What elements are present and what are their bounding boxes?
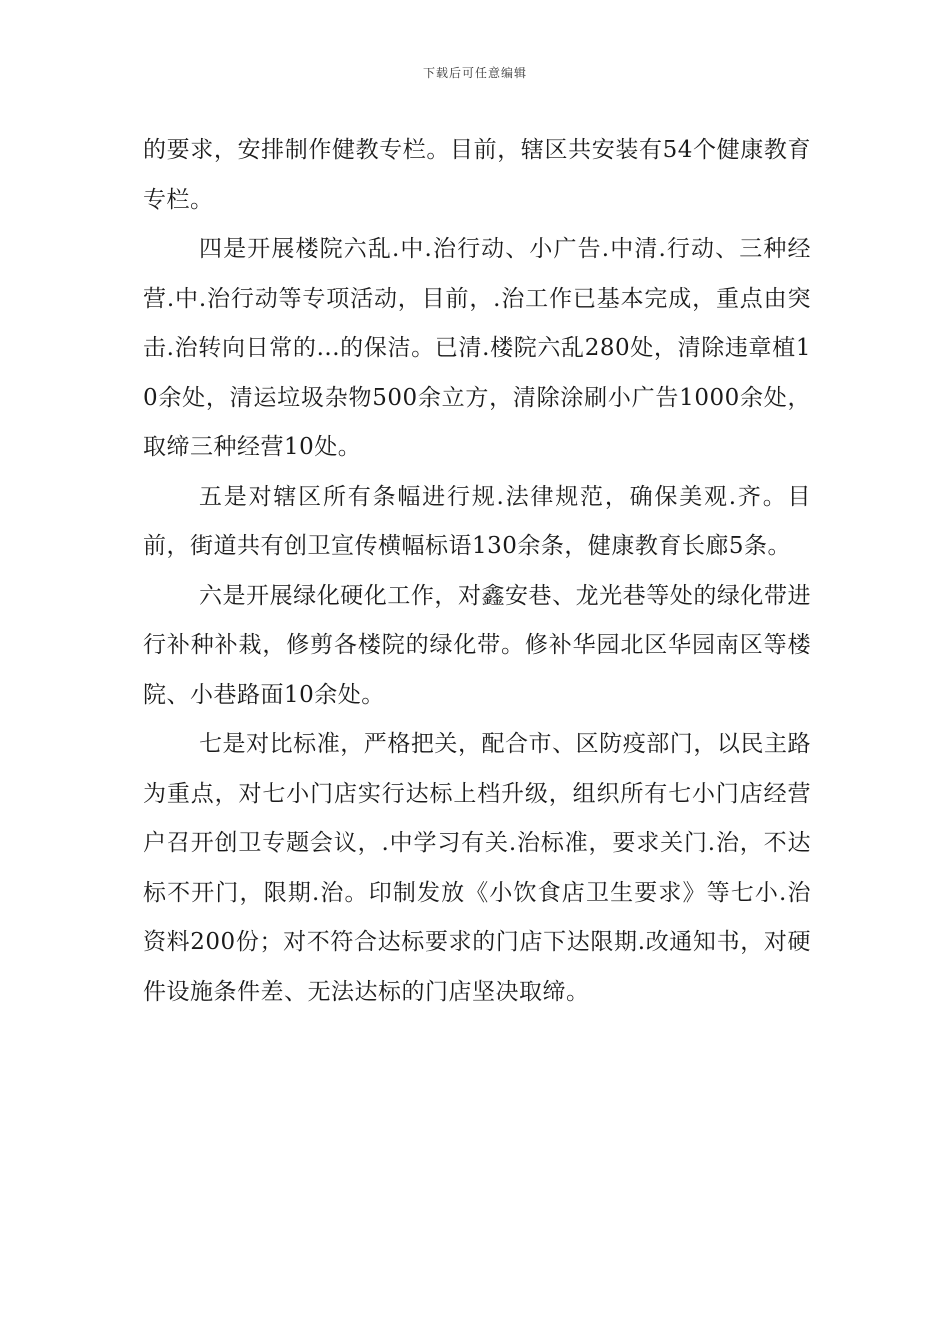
paragraph-health-columns: 的要求，安排制作健教专栏。目前，辖区共安装有54个健康教育专栏。 <box>143 137 811 213</box>
paragraph-four-courtyard-cleanup: 四是开展楼院六乱.中.治行动、小广告.中清.行动、三种经营.中.治行动等专项活动，目前，.治工作已基本完成，重点由突击.治转向日常的...的保洁。已清.楼院六乱280处，清除违章植10余处，清运垃圾杂物500余立方，清除涂刷小广告1000余处，取缔三种经营10处。 <box>143 236 811 460</box>
paragraph-five-banners: 五是对辖区所有条幅进行规.法律规范，确保美观.齐。目前，街道共有创卫宣传横幅标语130余条，健康教育长廊5条。 <box>143 483 811 559</box>
paragraph-seven-shops: 七是对比标准，严格把关，配合市、区防疫部门，以民主路为重点，对七小门店实行达标上档升级，组织所有七小门店经营户召开创卫专题会议，.中学习有关.治标准，要求关门.治，不达标不开门，限期.治。印制发放《小饮食店卫生要求》等七小.治资料200份；对不符合达标要求的门店下达限期.改通知书，对硬件设施条件差、无法达标的门店坚决取缔。 <box>143 731 811 1005</box>
document-body <box>143 126 811 1017</box>
page-header-note: 下载后可任意编辑 <box>422 66 527 80</box>
paragraph-six-greening: 六是开展绿化硬化工作，对鑫安巷、龙光巷等处的绿化带进行补种补栽，修剪各楼院的绿化带。修补华园北区华园南区等楼院、小巷路面10余处。 <box>143 582 811 708</box>
